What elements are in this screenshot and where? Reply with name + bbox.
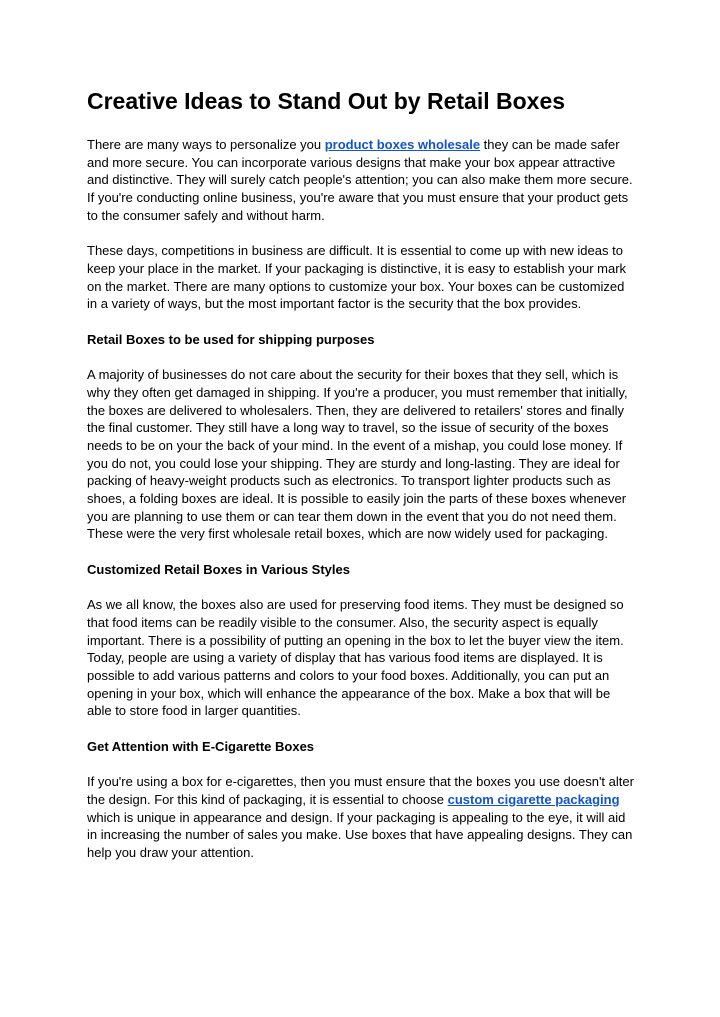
paragraph-e-cigarette xyxy=(87,773,635,862)
section-heading-e-cigarette: Get Attention with E-Cigarette Boxes xyxy=(87,738,315,754)
page-title: Creative Ideas to Stand Out by Retail Boxes xyxy=(87,88,566,114)
document-page xyxy=(87,86,635,879)
section-heading-styles: Customized Retail Boxes in Various Styles xyxy=(87,561,350,577)
paragraph-text: If you're using a box for e-cigarettes, then you must ensure that the boxes you use doesn't alter the design. For this kind of packaging, it is essential to choose xyxy=(87,774,634,807)
paragraph-text: they can be made safer and more secure. You can incorporate various designs that make your box appear attractive and distinctive. They will surely catch people's attention; you can also make them more secure. If you're conducting online business, you're aware that you must ensure that your product gets to the consumer safely and without harm. xyxy=(87,137,633,223)
paragraph-text: There are many ways to personalize you xyxy=(87,137,325,152)
paragraph-competition: These days, competitions in business are difficult. It is essential to come up with new ideas to keep your place in the market. If your packaging is distinctive, it is easy to establish your mark on the market. There are many options to customize your box. Your boxes can be customized in a variety of ways, but the most important factor is the security that the box provides. xyxy=(87,243,627,312)
section-heading-shipping: Retail Boxes to be used for shipping purposes xyxy=(87,331,375,347)
paragraph-food-boxes: As we all know, the boxes also are used for preserving food items. They must be designed so that food items can be readily visible to the consumer. Also, the security aspect is equally important. There is a possibility of putting an opening in the box to let the buyer view the item. Today, people are using a variety of display that has various food items are displayed. It is possible to add various patterns and colors to your food boxes. Additionally, you can put an opening in your box, which will enhance the appearance of the box. Make a box that will be able to store food in larger quantities. xyxy=(87,597,624,719)
paragraph-text: which is unique in appearance and design. If your packaging is appealing to the eye, it will aid in increasing the number of sales you make. Use boxes that have appealing designs. They can help you draw your attention. xyxy=(87,809,633,861)
custom-cigarette-packaging-link[interactable]: custom cigarette packaging xyxy=(447,791,620,807)
paragraph-intro xyxy=(87,136,635,225)
paragraph-shipping: A majority of businesses do not care about the security for their boxes that they sell, which is why they often get damaged in shipping. If you're a producer, you must remember that initially, the boxes are delivered to wholesalers. Then, they are delivered to retailers' stores and finally the final customer. They still have a long way to travel, so the issue of security of the boxes needs to be on your the back of your mind. In the event of a mishap, you could lose money. If you do not, you could lose your shipping. They are sturdy and long-lasting. They are ideal for packing of heavy-weight products such as electronics. To transport lighter products such as shoes, a folding boxes are ideal. It is possible to easily join the parts of these boxes whenever you are planning to use them or can tear them down in the event that you do not need them. These were the very first wholesale retail boxes, which are now widely used for packaging. xyxy=(87,367,628,542)
product-boxes-wholesale-link[interactable]: product boxes wholesale xyxy=(324,137,481,152)
